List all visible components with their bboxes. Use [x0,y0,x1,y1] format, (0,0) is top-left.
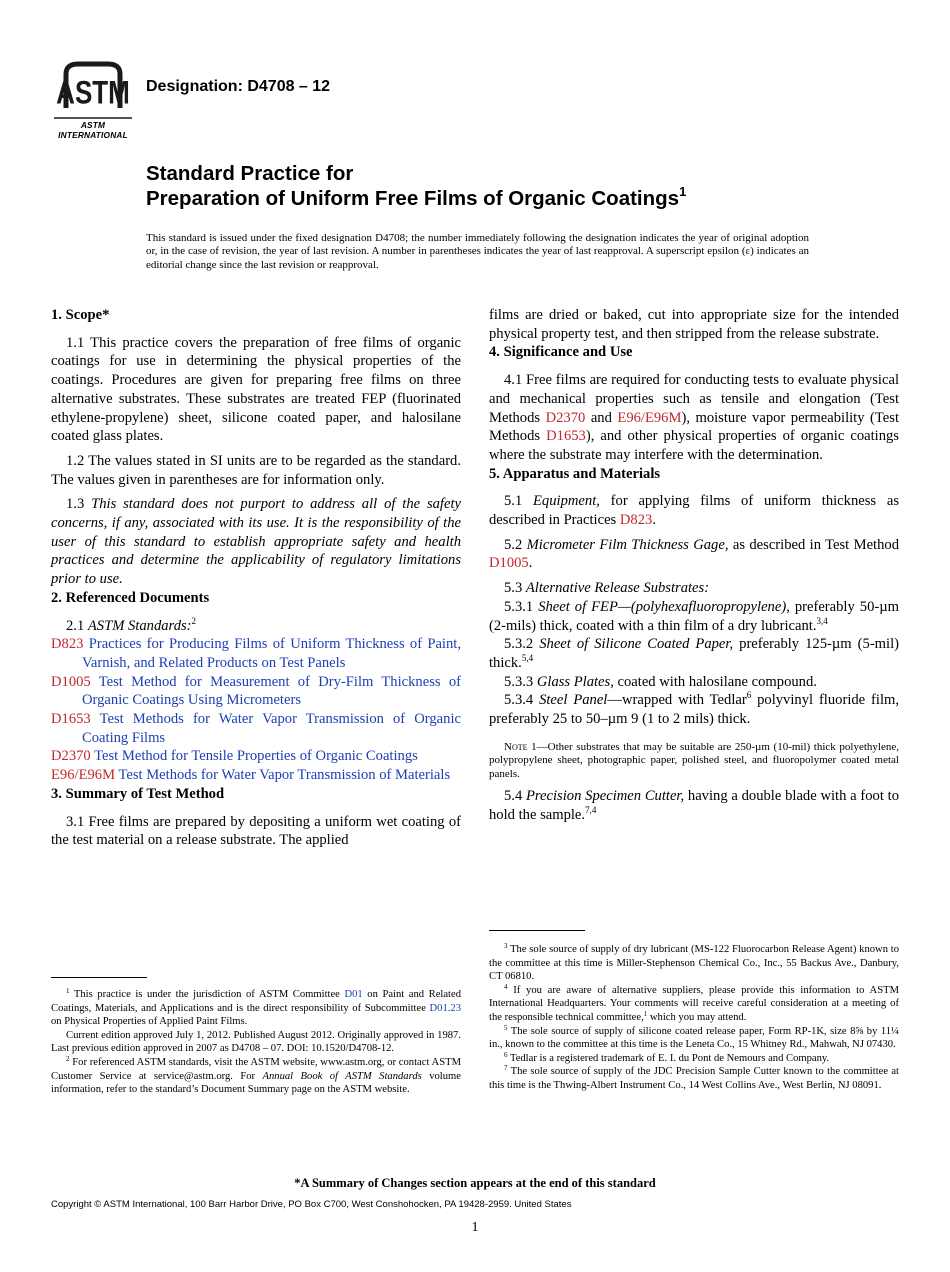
para-5-2: 5.2 Micrometer Film Thickness Gage, as described in Test Method D1005. [489,536,899,572]
footnote-6: $^6$ Tedlar is a registered trademark of E. I. du Pont de Nemours and Company. [504,1050,830,1064]
footnote-1-edition: Current edition approved July 1, 2012. Published August 2012. Originally approved in 1987. Last previous edition approved in 2007 as D4708 – 07. DOI: 10.1520/D4708-12. [51,1029,461,1055]
link-d2370[interactable]: D2370 [545,409,586,426]
document-title [146,161,686,211]
footnote-7: $^7$ The sole source of supply of the JDC Precision Sample Cutter known to the committee at this time is the Thwing-Albert Instrument Co., 14 West Collins Ave., West Berlin, NJ 08091. [489,1064,899,1091]
link-d01[interactable]: D01 [344,989,363,1000]
section-2-heading: 2. Referenced Documents [51,589,210,606]
reference-item[interactable]: D823 Practices for Producing Films of Uniform Thickness of Paint, Varnish, and Related Products on Test Panels [51,636,461,671]
para-5-1: 5.1 Equipment, for applying films of uniform thickness as described in Practices D823. [489,493,899,529]
link-d1005[interactable]: D1005 [489,555,529,572]
para-5-3-4: 5.3.4 Steel Panel—wrapped with Tedlar$^6$ polyvinyl fluoride film, preferably 25 to 50–µm 9 (1 to 2 mils) thick. [489,690,899,728]
reference-item[interactable]: D2370 Test Method for Tensile Properties of Organic Coatings [51,748,418,765]
para-1-3: 1.3 This standard does not purport to address all of the safety concerns, if any, associated with its use. It is the responsibility of the user of this standard to establish appropriate safety and health practices and determine the applicability of regulatory limitations prior to use. [51,496,461,588]
link-e96[interactable]: E96/E96M [617,409,682,426]
section-1-heading: 1. Scope* [51,307,110,323]
footnote-2: $^2$ For referenced ASTM standards, visit the ASTM website, www.astm.org, or contact ASTM Customer Service at service@astm.org. For Annual Book of ASTM Standards volume information, refer to the standard’s Document Summary page on the ASTM website. [51,1054,461,1096]
note-1: Note 1—Other substrates that may be suitable are 250-µm (10-mil) thick polyethylene, polypropylene sheet, photographic paper, polished steel, and fluoropolymer coated metal panels. [489,740,899,780]
para-5-4: 5.4 Precision Specimen Cutter, having a double blade with a foot to hold the sample.$^{7,4}$ [489,788,899,823]
reference-item[interactable]: D1005 Test Method for Measurement of Dry-Film Thickness of Organic Coatings Using Micrometers [51,673,461,709]
para-4-1: 4.1 Free films are required for conducting tests to evaluate physical and mechanical properties such as tensile and elongation (Test Methods D2370 and E96/E96M), moisture vapor permeability (Test Methods D1653), and other physical properties of organic coatings where the substrate may interfere with the determination. [489,372,899,463]
para-5-3-3: 5.3.3 Glass Plates, coated with halosilane compound. [504,673,817,690]
para-5-3-2: 5.3.2 Sheet of Silicone Coated Paper, preferably 125-µm (5-mil) thick.$^{5,4}$ [489,636,899,671]
footnotes-right [489,943,899,1093]
reference-item[interactable]: E96/E96M Test Methods for Water Vapor Transmission of Materials [51,767,451,784]
footnote-rule-right [489,930,585,931]
para-5-3-1: 5.3.1 Sheet of FEP—(polyhexafluoropropylene), preferably 50-µm (2-mils) thick, coated with a thin film of a dry lubricant.$^{3,4}$ [489,598,899,634]
footnote-3: $^3$ The sole source of supply of dry lubricant (MS-122 Fluorocarbon Release Agent) known to the committee at this time is Miller-Stephenson Chemical Co., Inc., 55 Backus Ave., Danbury, CT 06810. [489,942,899,983]
section-5-heading: 5. Apparatus and Materials [489,465,661,482]
para-1-1: 1.1 This practice covers the preparation of free films of organic coatings for use in determining the physical properties of the coatings. Procedures are given for preparing free films on three alternative substrates. These substrates are treated FEP (fluorinated ethylene-propylene) sheet, silicone coated paper, and halosilane coated glass plates. [51,334,461,445]
para-1-2: 1.2 The values stated in SI units are to be regarded as the standard. The values given in parentheses are for information only. [51,452,461,488]
link-d823[interactable]: D823 [619,512,653,529]
intro-paragraph: This standard is issued under the fixed designation D4708; the number immediately following the designation indicates the year of original adoption or, in the case of revision, the year of last revision. A number in parentheses indicates the year of last reapproval. A superscript epsilon (ε) indicates an editorial change since the last revision or reapproval. [146,232,809,271]
para-3-1-continued: films are dried or baked, cut into appropriate size for the intended physical property test, and then stripped from the release substrate. [489,307,899,342]
footnote-5: $^5$ The sole source of supply of silicone coated release paper, Form RP-1K, size 8⅝ by 11¼ in., known to the committee at this time is the Leneta Co., 15 Whitney Rd., Mahwah, NJ 07430. [489,1023,899,1051]
svg-text:ASTM: ASTM [56,75,130,112]
title-line-1: Standard Practice for [146,162,354,185]
logo-wordmark: ASTM INTERNATIONAL [58,120,128,140]
designation: Designation: D4708 – 12 [146,78,331,95]
link-d1653[interactable]: D1653 [546,428,586,445]
footnote-4: $^4$ If you are aware of alternative suppliers, please provide this information to ASTM International Headquarters. Your comments will receive careful consideration at a meeting of the responsible technical committee,$^1$ which you may attend. [489,982,899,1023]
summary-of-changes-notice: *A Summary of Changes section appears at the end of this standard [294,1176,656,1190]
copyright-line: Copyright © ASTM International, 100 Barr Harbor Drive, PO Box C700, West Conshohocken, PA 19428-2959. United States [51,1199,572,1210]
footnote-rule-left [51,977,147,978]
para-2-1: 2.1 ASTM Standards:$^2$ [66,615,197,634]
footnotes-left [51,988,461,1097]
section-3-heading: 3. Summary of Test Method [51,785,225,802]
title-line-2: Preparation of Uniform Free Films of Organic Coatings$^1$ [146,184,687,210]
section-4-heading: 4. Significance and Use [489,344,633,361]
astm-logo [50,60,136,140]
footnote-1: $^1$ This practice is under the jurisdiction of ASTM Committee D01 on Paint and Related Coatings, Materials, and Applications and is the direct responsibility of Subcommittee D01.23 on Physical Properties of Applied Paint Films. [51,987,462,1028]
link-d01-23[interactable]: D01.23 [429,1002,461,1014]
left-column [51,306,461,850]
para-3-1: 3.1 Free films are prepared by depositing a uniform wet coating of the test material on a release substrate. The applied [51,813,461,849]
page-number: 1 [471,1220,479,1235]
para-5-3: 5.3 Alternative Release Substrates: [504,580,710,597]
right-column [489,306,899,825]
reference-item[interactable]: D1653 Test Methods for Water Vapor Transmission of Organic Coating Films [51,711,461,746]
reference-list [51,635,461,785]
